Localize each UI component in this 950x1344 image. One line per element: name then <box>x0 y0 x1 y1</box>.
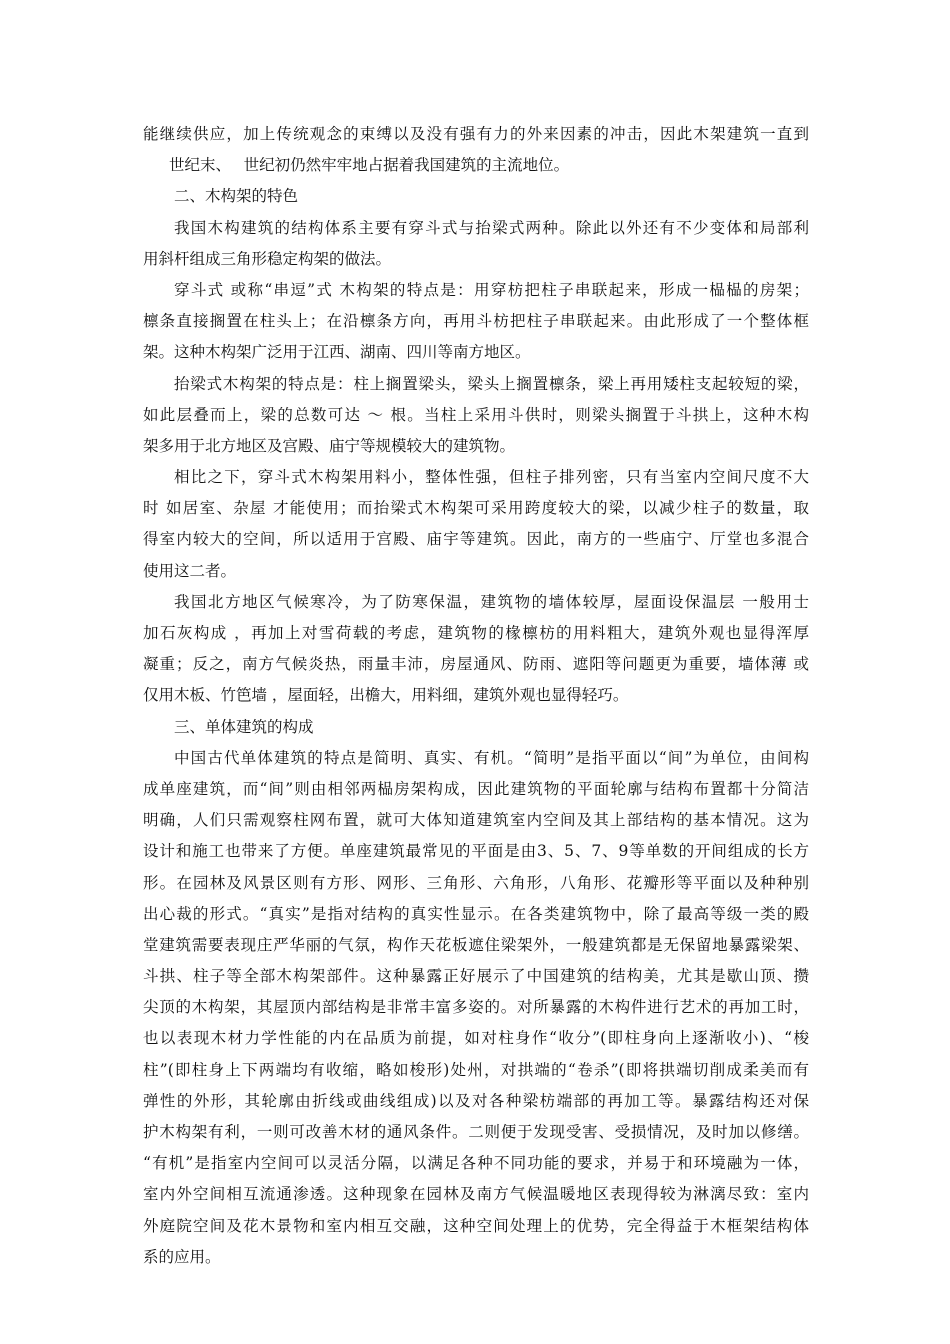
text-line: 中国古代单体建筑的特点是简明、真实、有机。“简明”是指平面以“间”为单位，由间构 <box>174 748 809 767</box>
text-line: 仅用木板、竹笆墙 ，屋面轻，出檐大，用料细，建筑外观也显得轻巧。 <box>143 686 629 705</box>
text-line: 我国木构建筑的结构体系主要有穿斗式与抬梁式两种。除此以外还有不少变体和局部利 <box>174 218 809 237</box>
text-line: 也以表现木材力学性能的内在品质为前提，如对柱身作“收分”(即柱身向上逐渐收小)、“梭 <box>143 1029 809 1048</box>
text-line: 弹性的外形，其轮廓由折线或曲线组成)以及对各种梁枋端部的再加工等。暴露结构还对保 <box>143 1091 809 1110</box>
text-line: 堂建筑需要表现庄严华丽的气氛，构作天花板遮住梁架外，一般建筑都是无保留地暴露梁架、 <box>143 935 809 954</box>
text-line: 明确，人们只需观察柱网布置，就可大体知道建筑室内空间及其上部结构的基本情况。这为 <box>143 811 809 830</box>
text-line: 用斜杆组成三角形稳定构架的做法。 <box>143 249 392 268</box>
text-line: 抬梁式木构架的特点是：柱上搁置梁头，梁头上搁置檩条，梁上再用矮柱支起较短的梁， <box>174 374 809 393</box>
text-line: 三、单体建筑的构成 <box>174 717 314 736</box>
text-line: 设计和施工也带来了方便。单座建筑最常见的平面是由3、5、7、9等单数的开间组成的长方 <box>143 842 809 861</box>
text-line: 世纪末、 世纪初仍然牢牢地占据着我国建筑的主流地位。 <box>169 156 570 175</box>
text-line: 使用这二者。 <box>143 561 237 580</box>
text-line: 护木构架有利，一则可改善木材的通风条件。二则便于发现受害、受损情况，及时加以修缮。 <box>143 1123 809 1141</box>
text-line: 架多用于北方地区及宫殿、庙宁等规模较大的建筑物。 <box>143 436 516 455</box>
text-line: 成单座建筑，而“间”则由相邻两榀房架构成，因此建筑物的平面轮廓与结构布置都十分简洁 <box>143 779 809 798</box>
text-line: 外庭院空间及花木景物和室内相互交融，这种空间处理上的优势，完全得益于木框架结构体 <box>143 1216 809 1235</box>
text-line: 出心裁的形式。“真实”是指对结构的真实性显示。在各类建筑物中，除了最高等级一类的殿 <box>143 904 809 923</box>
text-line: 相比之下，穿斗式木构架用料小，整体性强，但柱子排列密，只有当室内空间尺度不大 <box>174 468 809 487</box>
text-line: 凝重；反之，南方气候炎热，雨量丰沛，房屋通风、防雨、遮阳等问题更为重要，墙体薄 或 <box>143 655 809 674</box>
text-line: 室内外空间相互流通渗透。这种现象在园林及南方气候温暖地区表现得较为淋漓尽致：室内 <box>143 1185 809 1204</box>
text-line: 形。在园林及风景区则有方形、网形、三角形、六角形，八角形、花瓣形等平面以及种种别 <box>143 873 809 892</box>
text-line: 时 如居室、杂屋 才能使用；而抬梁式木构架可采用跨度较大的梁，以减少柱子的数量，取 <box>143 499 809 518</box>
text-line: 加石灰构成 ，再加上对雪荷载的考虑，建筑物的椽檩枋的用料粗大，建筑外观也显得浑厚 <box>143 624 809 642</box>
text-line: 我国北方地区气候寒冷，为了防寒保温，建筑物的墙体较厚，屋面设保温层 一般用士 <box>174 592 809 611</box>
text-line: 得室内较大的空间，所以适用于宫殿、庙宇等建筑。因此，南方的一些庙宁、厅堂也多混合 <box>143 530 809 549</box>
text-line: 檩条直接搁置在柱头上；在沿檩条方向，再用斗枋把柱子串联起来。由此形成了一个整体框 <box>143 312 809 331</box>
text-line: 系的应用。 <box>143 1247 221 1266</box>
text-line: 二、木构架的特色 <box>174 187 299 206</box>
text-line: 能继续供应，加上传统观念的束缚以及没有强有力的外来因素的冲击，因此木架建筑一直到 <box>143 125 809 143</box>
text-line: 尖顶的木构架，其屋顶内部结构是非常丰富多姿的。对所暴露的木构件进行艺术的再加工时， <box>143 998 809 1017</box>
text-line: “有机”是指室内空间可以灵活分隔，以满足各种不同功能的要求，并易于和环境融为一体， <box>143 1154 809 1173</box>
body-text <box>143 119 809 1273</box>
text-line: 斗拱、柱子等全部木构架部件。这种暴露正好展示了中国建筑的结构美，尤其是歇山顶、攒 <box>143 967 809 986</box>
text-line: 如此层叠而上，梁的总数可达 ～ 根。当柱上采用斗供时，则梁头搁置于斗拱上，这种木构 <box>143 405 809 424</box>
text-line: 架。这种木构架广泛用于江西、湖南、四川等南方地区。 <box>143 343 531 362</box>
text-line: 穿斗式 或称“串逗”式 木构架的特点是：用穿枋把柱子串联起来，形成一榀榀的房架； <box>174 280 809 299</box>
text-line: 柱”(即柱身上下两端均有收缩，略如梭形)处州，对拱端的“卷杀”(即将拱端切削成柔美而有 <box>143 1060 809 1079</box>
